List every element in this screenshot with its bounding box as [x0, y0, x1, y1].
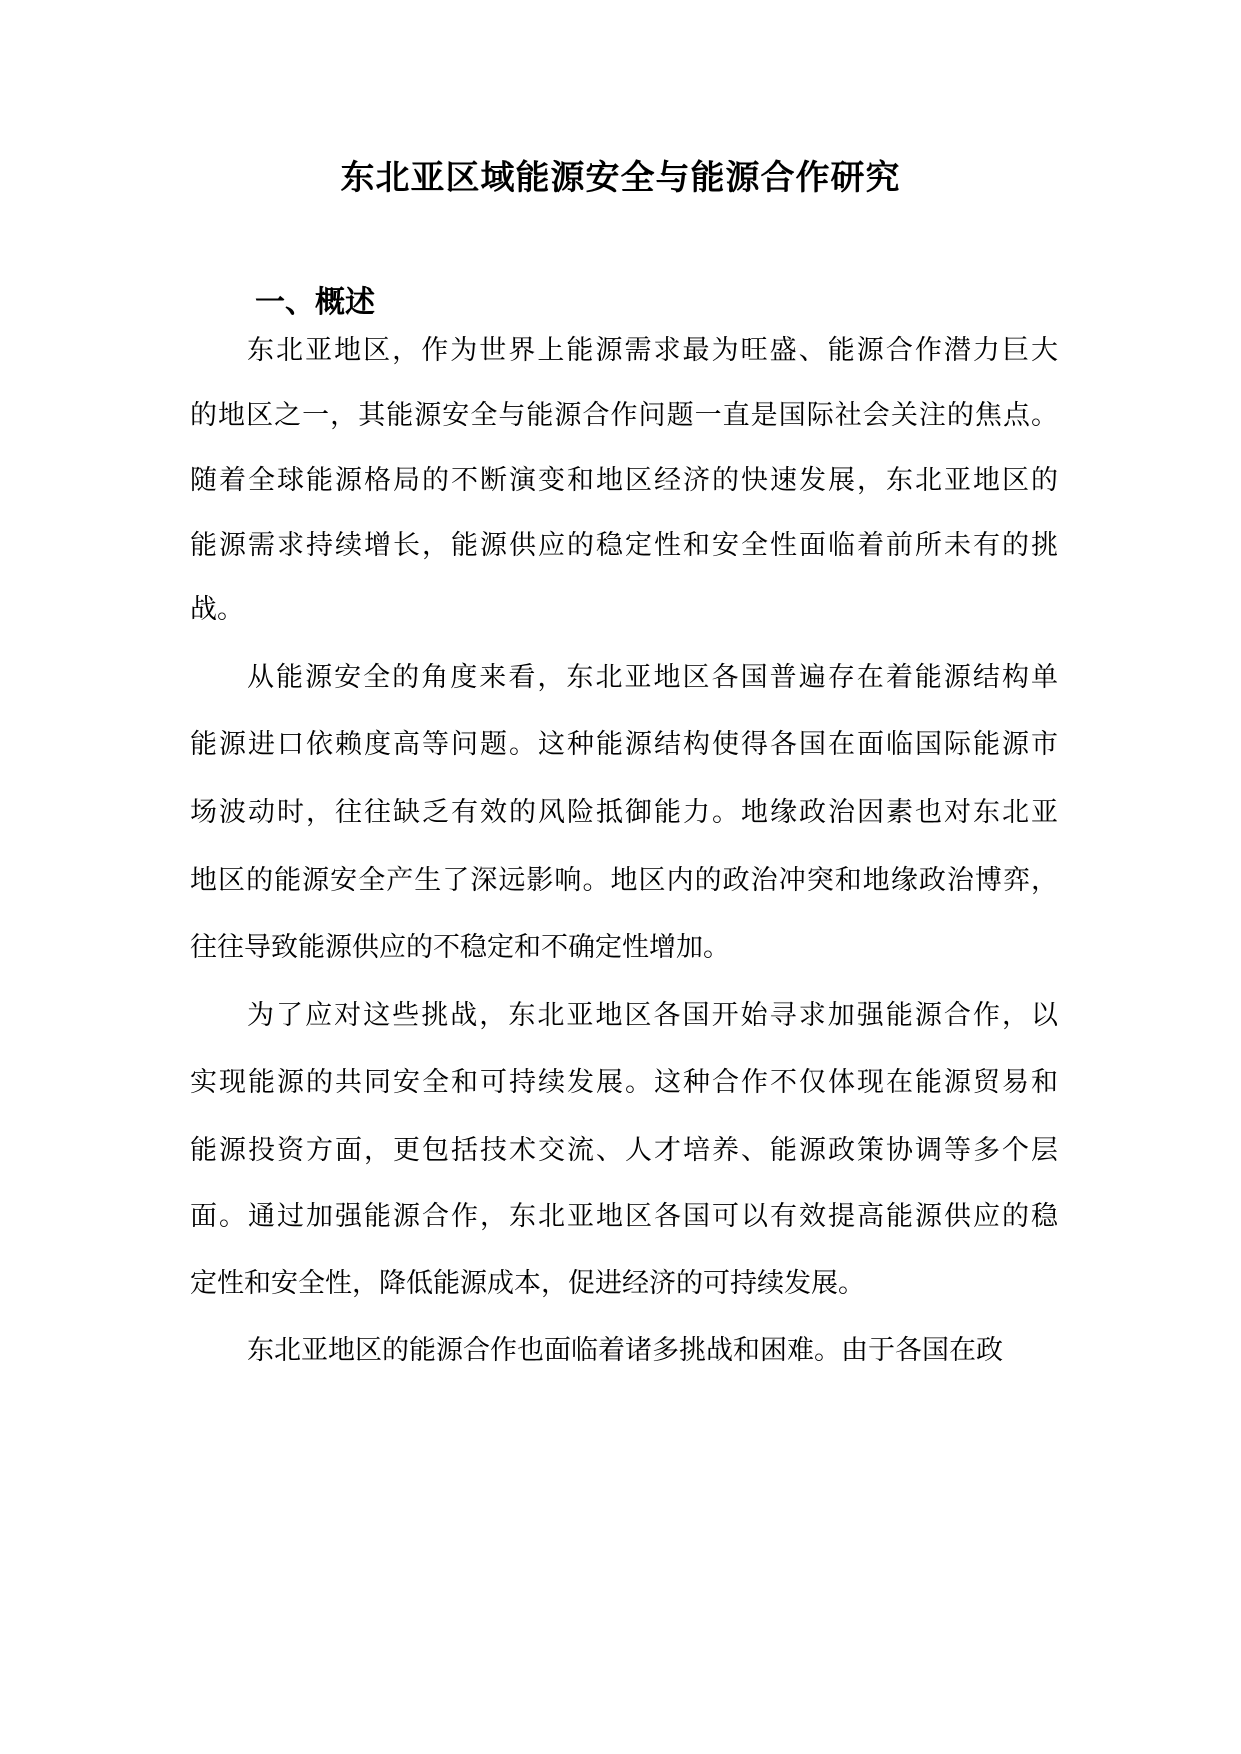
- paragraph-2-line-4: 地区的能源安全产生了深远影响。地区内的政治冲突和地缘政治博弈，: [190, 865, 1058, 896]
- paragraph-1-line-1: 东北亚地区，作为世界上能源需求最为旺盛、能源合作潜力巨大: [247, 335, 1058, 366]
- paragraph-3-line-3: 能源投资方面，更包括技术交流、人才培养、能源政策协调等多个层: [190, 1135, 1058, 1166]
- paragraph-1-line-5: 战。: [190, 594, 244, 625]
- document-title: 东北亚区域能源安全与能源合作研究: [340, 158, 901, 198]
- paragraph-2-line-1: 从能源安全的角度来看，东北亚地区各国普遍存在着能源结构单: [247, 662, 1058, 693]
- paragraph-2-line-2: 能源进口依赖度高等问题。这种能源结构使得各国在面临国际能源市: [190, 729, 1058, 760]
- paragraph-3-line-5: 定性和安全性，降低能源成本，促进经济的可持续发展。: [190, 1268, 865, 1299]
- paragraph-3-line-2: 实现能源的共同安全和可持续发展。这种合作不仅体现在能源贸易和: [190, 1067, 1058, 1098]
- section-heading: 一、概述: [255, 285, 375, 320]
- paragraph-2-line-5: 往往导致能源供应的不稳定和不确定性增加。: [190, 932, 730, 963]
- paragraph-1-line-2: 的地区之一，其能源安全与能源合作问题一直是国际社会关注的焦点。: [190, 400, 1058, 431]
- paragraph-1-line-3: 随着全球能源格局的不断演变和地区经济的快速发展，东北亚地区的: [190, 465, 1058, 496]
- paragraph-3-line-4: 面。通过加强能源合作，东北亚地区各国可以有效提高能源供应的稳: [190, 1201, 1058, 1232]
- paragraph-1-line-4: 能源需求持续增长，能源供应的稳定性和安全性面临着前所未有的挑: [190, 530, 1058, 561]
- paragraph-2-line-3: 场波动时，往往缺乏有效的风险抵御能力。地缘政治因素也对东北亚: [190, 797, 1058, 828]
- paragraph-4-line-1: 东北亚地区的能源合作也面临着诸多挑战和困难。由于各国在政: [247, 1335, 1003, 1366]
- paragraph-3-line-1: 为了应对这些挑战，东北亚地区各国开始寻求加强能源合作，以: [247, 1000, 1058, 1031]
